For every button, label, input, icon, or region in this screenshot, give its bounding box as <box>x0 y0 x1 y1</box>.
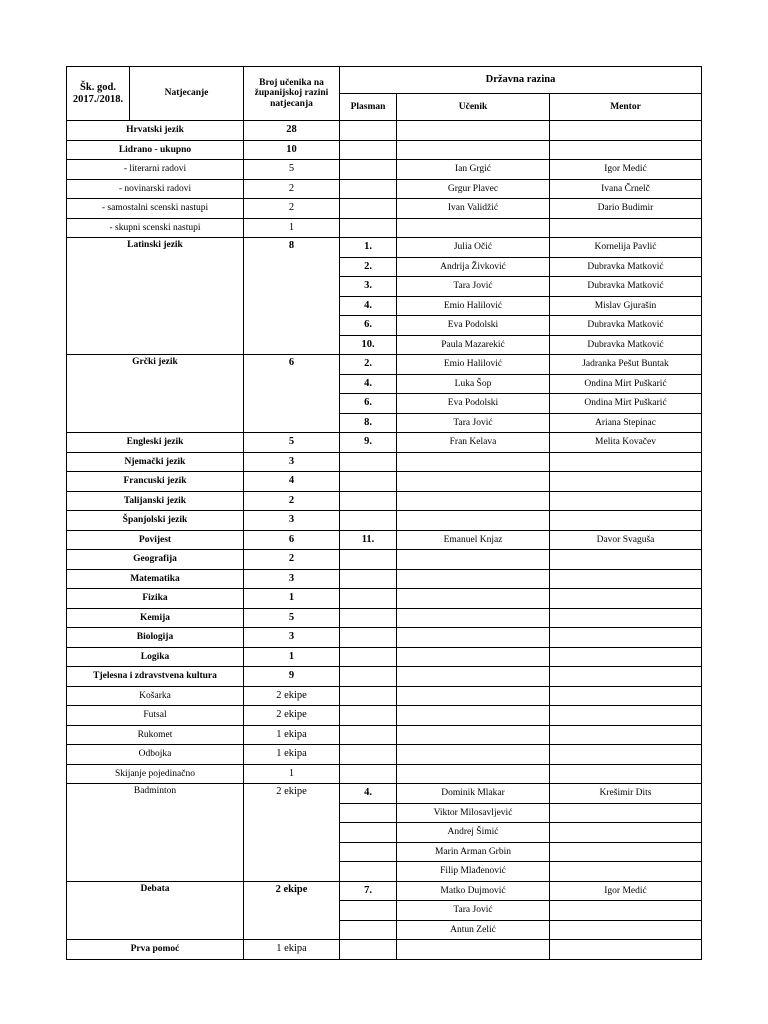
student-cell: Ian Grgić <box>397 160 550 180</box>
county-count-cell: 1 ekipa <box>244 940 340 960</box>
table-row <box>67 706 702 726</box>
subject-cell: - literarni radovi <box>67 160 244 180</box>
county-count-cell: 2 <box>244 491 340 511</box>
placement-cell <box>340 940 397 960</box>
county-count-header <box>244 67 340 121</box>
mentor-cell <box>550 550 702 570</box>
mentor-cell <box>550 121 702 141</box>
student-cell: Dominik Mlakar <box>397 784 550 804</box>
table-row <box>67 121 702 141</box>
student-cell: Emanuel Knjaz <box>397 530 550 550</box>
table-row <box>67 725 702 745</box>
student-cell <box>397 569 550 589</box>
mentor-cell <box>550 764 702 784</box>
table-row <box>67 530 702 550</box>
county-count-cell: 1 ekipa <box>244 745 340 765</box>
placement-cell <box>340 569 397 589</box>
county-count-header-line1: Broj učenika na <box>259 77 324 88</box>
county-count-cell: 3 <box>244 569 340 589</box>
table-row <box>67 160 702 180</box>
subject-cell: Logika <box>67 647 244 667</box>
table-row <box>67 140 702 160</box>
subject-cell: Latinski jezik <box>67 238 244 355</box>
student-cell <box>397 550 550 570</box>
mentor-cell <box>550 862 702 882</box>
placement-cell <box>340 667 397 687</box>
subject-cell: Kemija <box>67 608 244 628</box>
mentor-cell: Melita Kovačev <box>550 433 702 453</box>
student-header: Učenik <box>397 94 550 121</box>
placement-cell <box>340 803 397 823</box>
county-count-cell: 3 <box>244 452 340 472</box>
subject-cell: Košarka <box>67 686 244 706</box>
mentor-cell <box>550 686 702 706</box>
county-count-cell: 1 <box>244 218 340 238</box>
county-count-cell: 1 <box>244 589 340 609</box>
subject-cell: Prva pomoć <box>67 940 244 960</box>
table-row <box>67 608 702 628</box>
placement-cell <box>340 511 397 531</box>
student-cell: Marin Arman Grbin <box>397 842 550 862</box>
county-count-cell: 2 ekipe <box>244 881 340 940</box>
placement-cell <box>340 901 397 921</box>
county-count-cell: 6 <box>244 355 340 433</box>
student-cell <box>397 667 550 687</box>
student-cell: Tara Jović <box>397 901 550 921</box>
table-row <box>67 199 702 219</box>
mentor-cell: Davor Svaguša <box>550 530 702 550</box>
subject-cell: - novinarski radovi <box>67 179 244 199</box>
mentor-cell <box>550 803 702 823</box>
student-cell <box>397 511 550 531</box>
placement-cell <box>340 472 397 492</box>
mentor-cell: Mislav Gjurašin <box>550 296 702 316</box>
mentor-cell: Ariana Stepinac <box>550 413 702 433</box>
county-count-cell: 2 <box>244 550 340 570</box>
mentor-cell <box>550 218 702 238</box>
mentor-cell <box>550 725 702 745</box>
table-row <box>67 218 702 238</box>
county-count-cell: 3 <box>244 511 340 531</box>
state-level-header: Državna razina <box>340 67 702 94</box>
student-cell: Andrej Šimić <box>397 823 550 843</box>
subject-cell: Lidrano - ukupno <box>67 140 244 160</box>
subject-cell: Fizika <box>67 589 244 609</box>
mentor-cell <box>550 140 702 160</box>
subject-cell: Hrvatski jezik <box>67 121 244 141</box>
placement-header: Plasman <box>340 94 397 121</box>
table-row <box>67 550 702 570</box>
county-count-cell: 4 <box>244 472 340 492</box>
placement-cell <box>340 179 397 199</box>
county-count-header-line3: natjecanja <box>270 98 313 109</box>
table-body <box>67 121 702 960</box>
mentor-cell <box>550 608 702 628</box>
county-count-header-line2: županijskoj razini <box>254 88 329 99</box>
student-cell: Eva Podolski <box>397 316 550 336</box>
table-row <box>67 433 702 453</box>
placement-cell <box>340 589 397 609</box>
student-cell: Tara Jović <box>397 277 550 297</box>
mentor-cell: Dubravka Matković <box>550 316 702 336</box>
placement-cell <box>340 199 397 219</box>
mentor-cell <box>550 647 702 667</box>
mentor-header: Mentor <box>550 94 702 121</box>
mentor-cell: Ondina Mirt Puškarić <box>550 374 702 394</box>
county-count-cell: 5 <box>244 608 340 628</box>
student-cell: Filip Mlađenović <box>397 862 550 882</box>
placement-cell: 7. <box>340 881 397 901</box>
student-cell <box>397 589 550 609</box>
placement-cell <box>340 628 397 648</box>
placement-cell: 8. <box>340 413 397 433</box>
student-cell <box>397 725 550 745</box>
student-cell <box>397 608 550 628</box>
county-count-cell: 2 ekipe <box>244 686 340 706</box>
student-cell <box>397 764 550 784</box>
placement-cell: 2. <box>340 257 397 277</box>
placement-cell <box>340 842 397 862</box>
mentor-cell <box>550 823 702 843</box>
placement-cell <box>340 725 397 745</box>
student-cell: Eva Podolski <box>397 394 550 414</box>
placement-cell <box>340 160 397 180</box>
county-count-cell: 2 ekipe <box>244 784 340 882</box>
table-row <box>67 452 702 472</box>
mentor-cell <box>550 452 702 472</box>
school-year-header <box>67 67 130 121</box>
subject-cell: Geografija <box>67 550 244 570</box>
placement-cell <box>340 686 397 706</box>
student-cell <box>397 218 550 238</box>
placement-cell <box>340 218 397 238</box>
subject-cell: Španjolski jezik <box>67 511 244 531</box>
placement-cell: 3. <box>340 277 397 297</box>
student-cell <box>397 686 550 706</box>
student-cell: Fran Kelava <box>397 433 550 453</box>
school-year-label: Šk. god. <box>80 81 116 93</box>
mentor-cell: Dubravka Matković <box>550 257 702 277</box>
subject-cell: Odbojka <box>67 745 244 765</box>
mentor-cell <box>550 589 702 609</box>
subject-cell: Futsal <box>67 706 244 726</box>
table-row <box>67 784 702 804</box>
student-cell: Grgur Plavec <box>397 179 550 199</box>
table-row <box>67 667 702 687</box>
student-cell <box>397 647 550 667</box>
county-count-cell: 6 <box>244 530 340 550</box>
county-count-cell: 9 <box>244 667 340 687</box>
mentor-cell <box>550 511 702 531</box>
table-row <box>67 764 702 784</box>
county-count-cell: 1 <box>244 764 340 784</box>
placement-cell <box>340 920 397 940</box>
subject-cell: Njemački jezik <box>67 452 244 472</box>
table-row <box>67 238 702 258</box>
student-cell: Luka Šop <box>397 374 550 394</box>
student-cell: Tara Jović <box>397 413 550 433</box>
placement-cell: 2. <box>340 355 397 375</box>
subject-cell: Talijanski jezik <box>67 491 244 511</box>
school-year-value: 2017./2018. <box>72 93 124 105</box>
county-count-cell: 3 <box>244 628 340 648</box>
placement-cell: 1. <box>340 238 397 258</box>
table-row <box>67 179 702 199</box>
placement-cell <box>340 140 397 160</box>
table-row <box>67 628 702 648</box>
student-cell: Ivan Validžić <box>397 199 550 219</box>
table-row <box>67 472 702 492</box>
mentor-cell <box>550 628 702 648</box>
placement-cell: 6. <box>340 394 397 414</box>
subject-cell: - samostalni scenski nastupi <box>67 199 244 219</box>
subject-cell: Engleski jezik <box>67 433 244 453</box>
placement-cell: 4. <box>340 374 397 394</box>
student-cell: Antun Zelić <box>397 920 550 940</box>
student-cell <box>397 745 550 765</box>
mentor-cell: Dubravka Matković <box>550 335 702 355</box>
subject-cell: Skijanje pojedinačno <box>67 764 244 784</box>
student-cell: Matko Dujmović <box>397 881 550 901</box>
table-row <box>67 647 702 667</box>
mentor-cell: Ivana Črnelč <box>550 179 702 199</box>
placement-cell <box>340 764 397 784</box>
mentor-cell: Dario Budimir <box>550 199 702 219</box>
student-cell <box>397 140 550 160</box>
student-cell <box>397 706 550 726</box>
mentor-cell <box>550 745 702 765</box>
county-count-cell: 10 <box>244 140 340 160</box>
mentor-cell: Igor Medić <box>550 160 702 180</box>
subject-cell: Matematika <box>67 569 244 589</box>
student-cell <box>397 472 550 492</box>
subject-cell: Rukomet <box>67 725 244 745</box>
mentor-cell: Kornelija Pavlić <box>550 238 702 258</box>
student-cell <box>397 940 550 960</box>
mentor-cell: Dubravka Matković <box>550 277 702 297</box>
student-cell <box>397 491 550 511</box>
subject-cell: Povijest <box>67 530 244 550</box>
placement-cell <box>340 823 397 843</box>
mentor-cell: Igor Medić <box>550 881 702 901</box>
placement-cell <box>340 491 397 511</box>
table-row <box>67 745 702 765</box>
subject-cell: Francuski jezik <box>67 472 244 492</box>
placement-cell: 10. <box>340 335 397 355</box>
placement-cell: 4. <box>340 784 397 804</box>
placement-cell <box>340 608 397 628</box>
placement-cell <box>340 862 397 882</box>
county-count-cell: 5 <box>244 433 340 453</box>
student-cell <box>397 628 550 648</box>
county-count-cell: 28 <box>244 121 340 141</box>
student-cell: Andrija Živković <box>397 257 550 277</box>
subject-cell: Debata <box>67 881 244 940</box>
placement-cell <box>340 452 397 472</box>
mentor-cell <box>550 706 702 726</box>
mentor-cell: Jadranka Pešut Buntak <box>550 355 702 375</box>
table-row <box>67 589 702 609</box>
student-cell: Emio Halilović <box>397 296 550 316</box>
subject-cell: - skupni scenski nastupi <box>67 218 244 238</box>
placement-cell <box>340 550 397 570</box>
table-row <box>67 355 702 375</box>
mentor-cell: Ondina Mirt Puškarić <box>550 394 702 414</box>
student-cell <box>397 121 550 141</box>
county-count-cell: 2 <box>244 199 340 219</box>
county-count-cell: 8 <box>244 238 340 355</box>
table-row <box>67 511 702 531</box>
placement-cell <box>340 706 397 726</box>
mentor-cell <box>550 569 702 589</box>
placement-cell: 9. <box>340 433 397 453</box>
placement-cell: 4. <box>340 296 397 316</box>
table-row <box>67 491 702 511</box>
mentor-cell <box>550 920 702 940</box>
placement-cell: 6. <box>340 316 397 336</box>
placement-cell <box>340 121 397 141</box>
table-row <box>67 569 702 589</box>
county-count-cell: 1 ekipa <box>244 725 340 745</box>
student-cell: Emio Halilović <box>397 355 550 375</box>
competition-header: Natjecanje <box>130 67 244 121</box>
subject-cell: Biologija <box>67 628 244 648</box>
county-count-cell: 2 <box>244 179 340 199</box>
placement-cell <box>340 745 397 765</box>
student-cell: Viktor Milosavljević <box>397 803 550 823</box>
table-row <box>67 940 702 960</box>
subject-cell: Grčki jezik <box>67 355 244 433</box>
student-cell: Julia Očić <box>397 238 550 258</box>
placement-cell <box>340 647 397 667</box>
mentor-cell: Krešimir Dits <box>550 784 702 804</box>
mentor-cell <box>550 667 702 687</box>
county-count-cell: 2 ekipe <box>244 706 340 726</box>
subject-cell: Badminton <box>67 784 244 882</box>
competition-results-table <box>66 66 702 960</box>
table-row <box>67 881 702 901</box>
subject-cell: Tjelesna i zdravstvena kultura <box>67 667 244 687</box>
student-cell <box>397 452 550 472</box>
mentor-cell <box>550 842 702 862</box>
county-count-cell: 5 <box>244 160 340 180</box>
county-count-cell: 1 <box>244 647 340 667</box>
table-row <box>67 686 702 706</box>
mentor-cell <box>550 472 702 492</box>
mentor-cell <box>550 940 702 960</box>
student-cell: Paula Mazarekić <box>397 335 550 355</box>
mentor-cell <box>550 901 702 921</box>
mentor-cell <box>550 491 702 511</box>
placement-cell: 11. <box>340 530 397 550</box>
